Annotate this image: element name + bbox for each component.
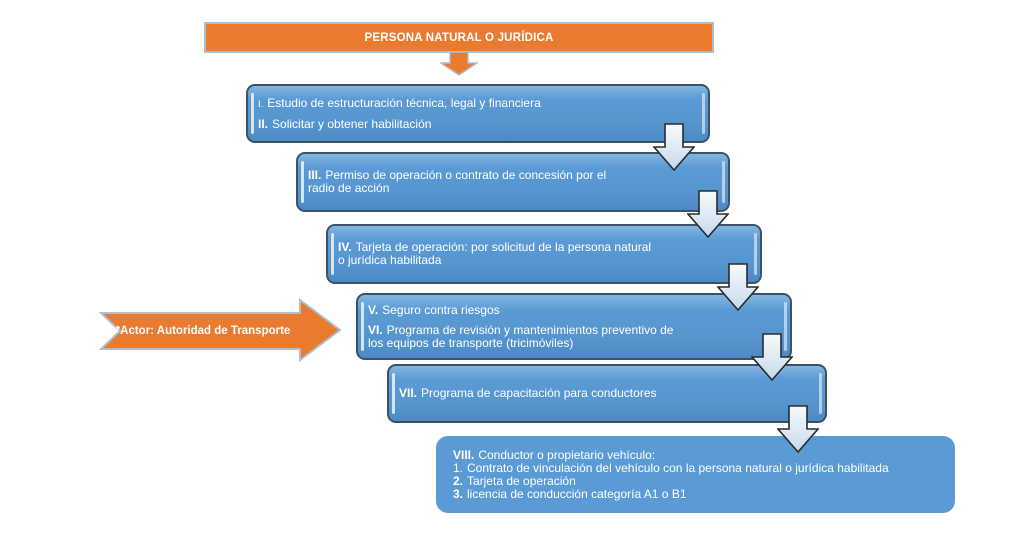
down-arrow-icon <box>653 123 695 171</box>
step-6-line-1: VIII. Conductor o propietario vehículo: <box>453 447 656 462</box>
down-arrow-icon <box>717 263 759 311</box>
step-3-line-2: o jurídica habilitada <box>338 253 442 267</box>
step-6-line-2: 1. Contrato de vinculación del vehículo con la persona natural o jurídica habilitada <box>453 460 889 475</box>
step-box-6 <box>436 436 955 513</box>
step-2-line-1: III. Permiso de operación o contrato de concesión por el <box>308 168 607 182</box>
step-4-line-1: V. Seguro contra riesgos <box>368 302 500 317</box>
title-box <box>204 22 714 53</box>
actor-arrow-label: *Actor: Autoridad de Transporte <box>115 325 291 337</box>
step-4-line-3: los equipos de transporte (tricimóviles) <box>368 335 574 350</box>
title-label: PERSONA NATURAL O JURÍDICA <box>364 31 554 44</box>
step-2-line-2: radio de acción <box>308 181 390 195</box>
step-1-line-1: I. Estudio de estructuración técnica, legal y financiera <box>258 95 541 110</box>
step-3-line-1: IV. Tarjeta de operación: por solicitud de la persona natural <box>338 240 652 254</box>
step-1-line-2: II. Solicitar y obtener habilitación <box>258 116 432 131</box>
down-arrow-icon <box>440 51 478 76</box>
step-6-line-4: 3. licencia de conducción categoría A1 o B1 <box>453 486 687 501</box>
down-arrow-icon <box>777 405 819 453</box>
step-4-line-2: VI. Programa de revisión y mantenimientos preventivo de <box>368 322 674 337</box>
step-5-line-1: VII. Programa de capacitación para conductores <box>399 386 657 400</box>
down-arrow-icon <box>751 333 793 381</box>
step-box-1 <box>246 84 710 143</box>
step-6-line-3: 2. Tarjeta de operación <box>453 473 576 488</box>
down-arrow-icon <box>687 190 729 238</box>
